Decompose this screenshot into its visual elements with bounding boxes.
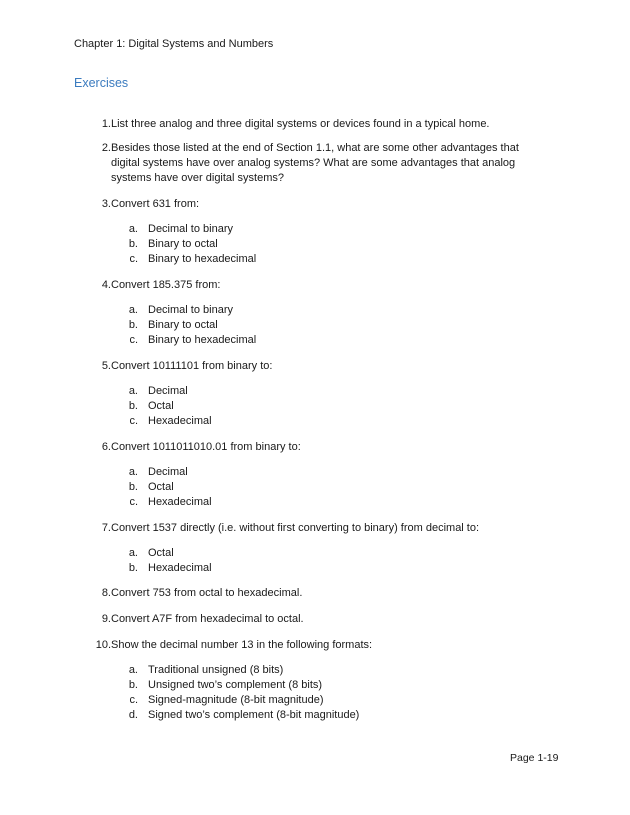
exercise-number: 7. (101, 522, 111, 534)
sub-text: Binary to hexadecimal (148, 253, 257, 265)
sub-text: Decimal to binary (148, 223, 233, 235)
sub-letter: b. (128, 238, 138, 250)
sub-text: Traditional unsigned (8 bits) (148, 664, 284, 676)
exercise-number: 9. (101, 613, 111, 625)
sub-text: Hexadecimal (148, 496, 212, 508)
exercise-text: Convert 631 from: (111, 198, 200, 210)
sub-letter: b. (128, 481, 138, 493)
sub-letter: b. (128, 400, 138, 412)
exercise-number: 8. (101, 587, 111, 599)
sub-text: Octal (148, 481, 174, 493)
sub-letter: a. (128, 664, 138, 676)
running-header: Chapter 1: Digital Systems and Numbers (74, 38, 274, 50)
exercise-text: Show the decimal number 13 in the following formats: (111, 639, 373, 651)
sub-letter: c. (129, 496, 138, 508)
sub-text: Binary to hexadecimal (148, 334, 257, 346)
sub-letter: c. (129, 334, 138, 346)
exercise-text: List three analog and three digital systems or devices found in a typical home. (111, 118, 490, 130)
sub-letter: a. (128, 466, 138, 478)
exercise-text: Convert A7F from hexadecimal to octal. (111, 613, 304, 625)
sub-text: Octal (148, 400, 174, 412)
exercise-number: 10. (95, 639, 111, 651)
sub-letter: a. (128, 223, 138, 235)
sub-text: Signed-magnitude (8-bit magnitude) (148, 694, 324, 706)
exercise-text: Convert 753 from octal to hexadecimal. (111, 587, 303, 599)
exercise-number: 6. (101, 441, 111, 453)
exercise-number: 1. (101, 118, 111, 130)
sub-letter: a. (128, 304, 138, 316)
exercise-number: 5. (101, 360, 111, 372)
sub-text: Binary to octal (148, 319, 218, 331)
page-number: Page 1-19 (510, 752, 559, 764)
sub-letter: b. (128, 319, 138, 331)
exercise-number: 4. (101, 279, 111, 291)
section-title: Exercises (74, 76, 129, 90)
exercise-number: 3. (101, 198, 111, 210)
exercise-text: Convert 1537 directly (i.e. without first converting to binary) from decimal to: (111, 522, 480, 534)
exercise-text: Convert 1011011010.01 from binary to: (111, 441, 301, 453)
sub-text: Hexadecimal (148, 562, 212, 574)
exercise-number: 2. (101, 142, 111, 154)
sub-text: Decimal to binary (148, 304, 233, 316)
sub-letter: b. (128, 679, 138, 691)
sub-text: Octal (148, 547, 174, 559)
exercise-text: Convert 10111101 from binary to: (111, 360, 273, 372)
sub-text: Hexadecimal (148, 415, 212, 427)
sub-letter: d. (128, 709, 138, 721)
sub-text: Unsigned two’s complement (8 bits) (148, 679, 323, 691)
sub-letter: a. (128, 547, 138, 559)
exercise-text-line: systems have over digital systems? (111, 172, 285, 184)
sub-text: Decimal (148, 466, 188, 478)
sub-letter: b. (128, 562, 138, 574)
sub-letter: a. (128, 385, 138, 397)
sub-letter: c. (129, 415, 138, 427)
exercise-text: Convert 185.375 from: (111, 279, 221, 291)
sub-text: Binary to octal (148, 238, 218, 250)
exercise-text-line: Besides those listed at the end of Section 1.1, what are some other advantages that (111, 142, 519, 154)
sub-text: Signed two’s complement (8-bit magnitude) (148, 709, 360, 721)
exercise-text-line: digital systems have over analog systems? What are some advantages that analog (111, 157, 516, 169)
sub-letter: c. (129, 694, 138, 706)
sub-text: Decimal (148, 385, 188, 397)
sub-letter: c. (129, 253, 138, 265)
